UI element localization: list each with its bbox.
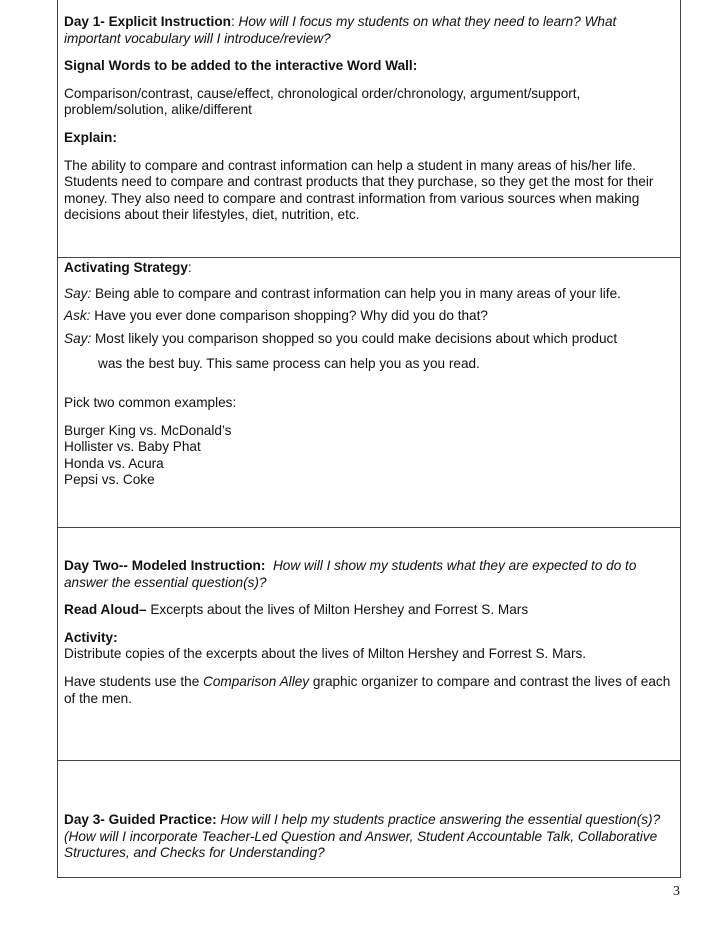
page-number: 3 xyxy=(673,884,680,899)
read-aloud-text: Excerpts about the lives of Milton Hershey and Forrest S. Mars xyxy=(146,602,529,618)
lesson-plan-table xyxy=(57,0,681,878)
organizer-name: Comparison Alley xyxy=(203,673,310,689)
explain-text: The ability to compare and contrast information can help a student in many areas of his/her life. Students need to compare and contrast products that they purchase, so they get the most for their money. They also need to compare and contrast information from various sources when making decisions about their lifestyles, diet, nutrition, etc. xyxy=(64,157,654,223)
day3-heading xyxy=(64,812,674,862)
day3-heading-label: Day 3- Guided Practice: xyxy=(64,812,217,827)
activating-heading xyxy=(64,260,674,277)
day3-cell xyxy=(58,761,680,877)
ask-line xyxy=(64,308,674,325)
example-item: Hollister vs. Baby Phat xyxy=(64,439,201,455)
signal-words-list: Comparison/contrast, cause/effect, chronological order/chronology, argument/support, problem/solution, alike/different xyxy=(64,85,581,118)
day2-cell xyxy=(58,528,680,761)
day1-heading xyxy=(64,14,674,47)
organizer-text xyxy=(64,674,674,707)
day2-heading xyxy=(64,558,674,591)
example-item: Honda vs. Acura xyxy=(64,455,164,471)
day1-cell xyxy=(58,14,680,258)
say-text-1: Being able to compare and contrast information can help you in many areas of your life. xyxy=(91,285,621,301)
explain-heading: Explain: xyxy=(64,129,117,145)
activity-heading: Activity: xyxy=(64,629,118,645)
pick-examples-text: Pick two common examples: xyxy=(64,394,237,410)
say-line-1 xyxy=(64,286,674,303)
day2-heading-question: How will I show my students what they are expected to do to answer the essential question(s)? xyxy=(64,558,637,590)
activating-heading-label: Activating Strategy xyxy=(64,260,188,275)
say-label-1: Say: xyxy=(64,285,92,301)
activity-text: Distribute copies of the excerpts about the lives of Milton Hershey and Forrest S. Mars. xyxy=(64,646,587,662)
say-label-2: Say: xyxy=(64,330,92,346)
activating-strategy-cell xyxy=(58,258,680,528)
example-item: Burger King vs. McDonald’s xyxy=(64,422,232,438)
organizer-pre: Have students use the xyxy=(64,673,204,689)
say-line-2-continued: was the best buy. This same process can help you as you read. xyxy=(98,356,480,372)
read-aloud-label: Read Aloud– xyxy=(64,602,147,618)
organizer-post: graphic organizer to compare and contrast the lives of each of the men. xyxy=(64,673,671,706)
day1-heading-label: Day 1- Explicit Instruction xyxy=(64,14,231,29)
day1-heading-question: How will I focus my students on what they need to learn? What important vocabulary will I introduce/review? xyxy=(64,14,617,46)
ask-label: Ask: xyxy=(64,308,91,324)
ask-text: Have you ever done comparison shopping? Why did you do that? xyxy=(90,308,488,324)
example-item: Pepsi vs. Coke xyxy=(64,472,155,488)
activating-heading-sep: : xyxy=(187,260,192,275)
day3-heading-question: How will I help my students practice answering the essential question(s)? (How will I incorporate Teacher-Led Question and Answer, Student Accountable Talk, Collaborative Structures, and Checks for Understanding? xyxy=(64,812,661,861)
day1-heading-sep: : xyxy=(230,14,235,29)
signal-words-heading: Signal Words to be added to the interactive Word Wall: xyxy=(64,58,418,74)
say-line-2 xyxy=(64,331,674,348)
say-text-2: Most likely you comparison shopped so you could make decisions about which product xyxy=(91,330,618,346)
day2-heading-label: Day Two-- Modeled Instruction: xyxy=(64,558,266,573)
read-aloud-line xyxy=(64,602,674,619)
